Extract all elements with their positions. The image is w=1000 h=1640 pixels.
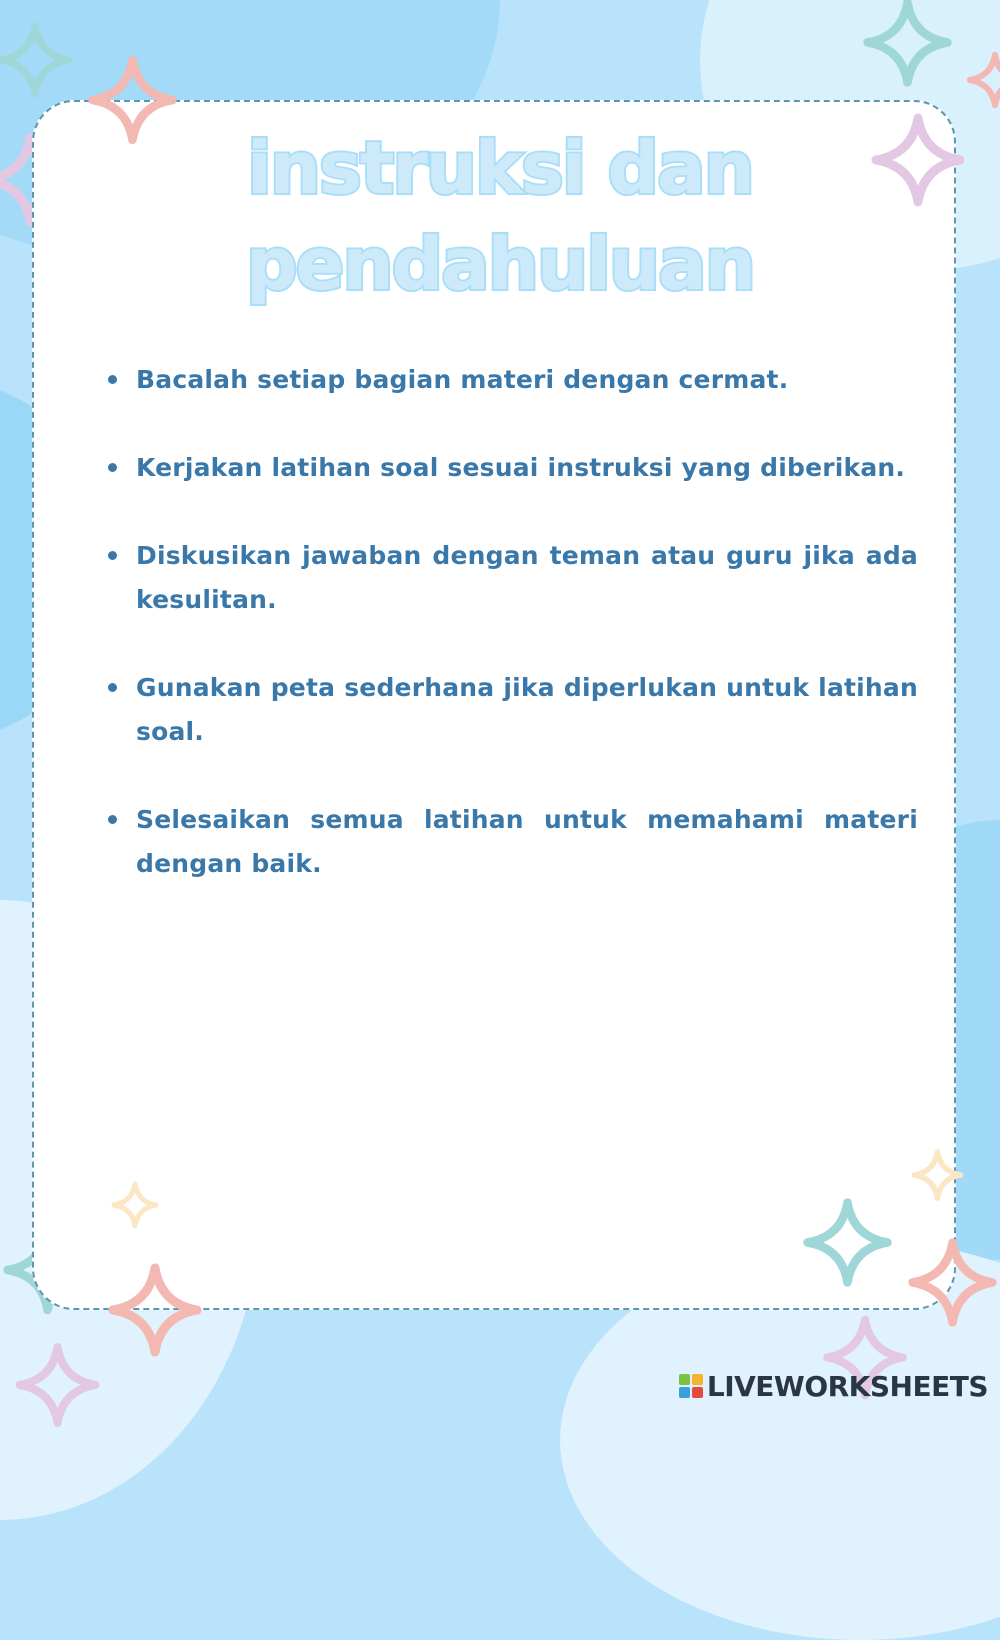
instruction-item	[106, 446, 918, 490]
instruction-item	[106, 798, 918, 886]
sparkle-icon	[905, 1225, 1000, 1340]
bullet-icon	[108, 815, 117, 824]
bullet-icon	[108, 463, 117, 472]
instruction-text: Gunakan peta sederhana jika diperlukan untuk latihan soal.	[136, 673, 918, 746]
sparkle-icon	[0, 15, 75, 105]
instruction-text: Selesaikan semua latihan untuk memahami materi dengan baik.	[136, 805, 918, 878]
bullet-icon	[108, 551, 117, 560]
bullet-icon	[108, 375, 117, 384]
sparkle-icon	[800, 1185, 895, 1300]
title-line-2: pendahuluan	[245, 222, 755, 306]
sparkle-icon	[910, 1145, 965, 1205]
instruction-item	[106, 666, 918, 754]
sparkle-icon	[110, 1175, 160, 1235]
sparkle-icon	[965, 45, 1000, 115]
bullet-icon	[108, 683, 117, 692]
sparkle-icon	[10, 1340, 105, 1430]
liveworksheets-logo-icon	[679, 1374, 703, 1398]
instruction-item	[106, 534, 918, 622]
instruction-text: Diskusikan jawaban dengan teman atau guru jika ada kesulitan.	[136, 541, 918, 614]
sparkle-icon	[105, 1255, 205, 1365]
instruction-text: Kerjakan latihan soal sesuai instruksi yang diberikan.	[136, 453, 906, 482]
instruction-item	[106, 358, 918, 402]
sparkle-icon	[860, 0, 955, 90]
title-line-1: instruksi dan	[247, 126, 753, 210]
liveworksheets-logo[interactable]	[679, 1366, 988, 1406]
instruction-list	[106, 358, 918, 886]
instruction-text: Bacalah setiap bagian materi dengan cermat.	[136, 365, 789, 394]
brand-name: LIVEWORKSHEETS	[706, 1369, 988, 1403]
page-title	[0, 120, 1000, 312]
